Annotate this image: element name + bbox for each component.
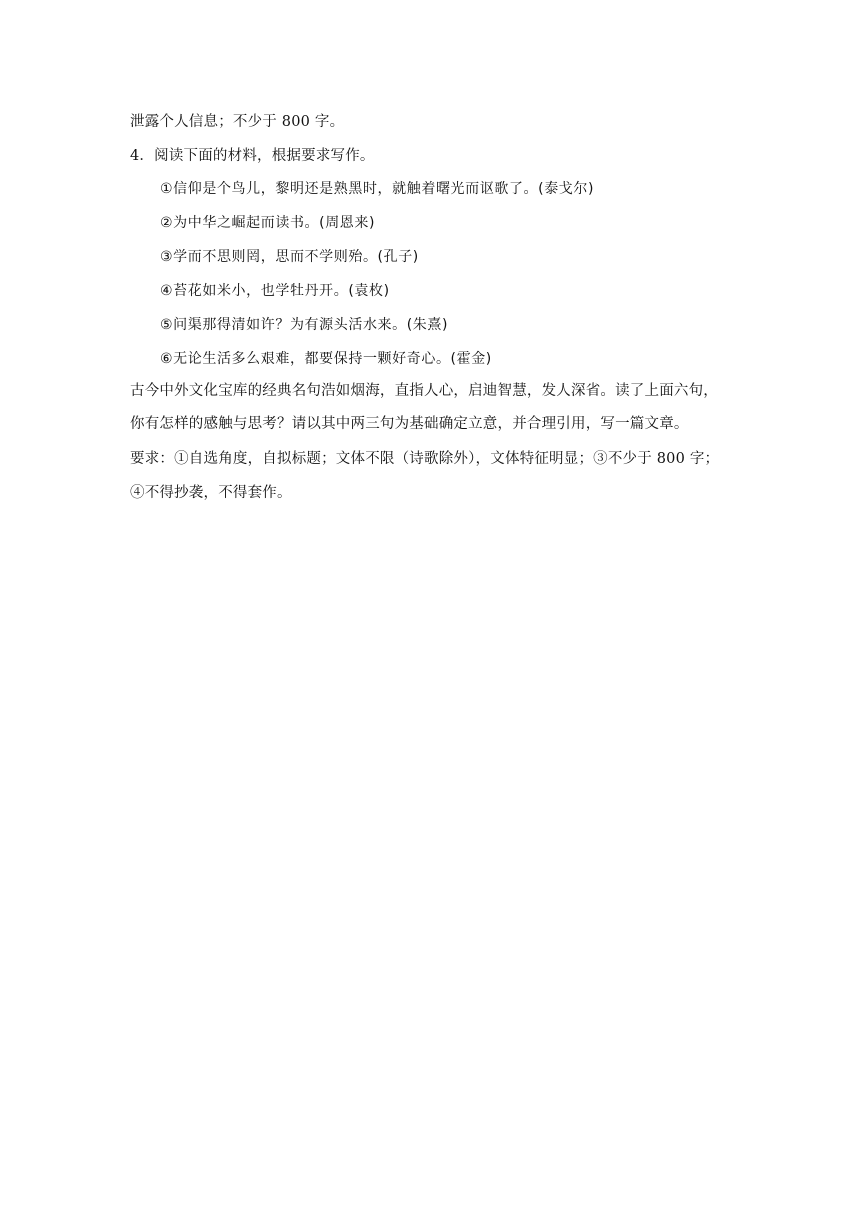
quote-item: ①信仰是个鸟儿，黎明还是熟黑时，就触着曙光而讴歌了。(泰戈尔) — [160, 181, 595, 197]
intro-line: 泄露个人信息；不少于 800 字。 — [130, 114, 345, 130]
requirements-line: 要求：①自选角度，自拟标题；文体不限（诗歌除外），文体特征明显；③不少于 800 字； — [130, 451, 720, 467]
quote-item: ④苔花如米小，也学牡丹开。(袁枚) — [160, 283, 390, 299]
quote-item: ②为中华之崛起而读书。(周恩来) — [160, 215, 376, 231]
quote-item: ⑥无论生活多么艰难，都要保持一颗好奇心。(霍金) — [160, 351, 492, 367]
quote-item: ⑤问渠那得清如许？为有源头活水来。(朱熹) — [160, 317, 449, 333]
requirements-line: ④不得抄袭，不得套作。 — [130, 485, 292, 501]
body-line: 你有怎样的感触与思考？请以其中两三句为基础确定立意，并合理引用，写一篇文章。 — [130, 416, 689, 432]
quote-item: ③学而不思则罔，思而不学则殆。(孔子) — [160, 249, 419, 265]
body-line: 古今中外文化宝库的经典名句浩如烟海，直指人心，启迪智慧，发人深省。读了上面六句， — [130, 383, 718, 399]
question-heading: 4．阅读下面的材料，根据要求写作。 — [130, 148, 375, 164]
